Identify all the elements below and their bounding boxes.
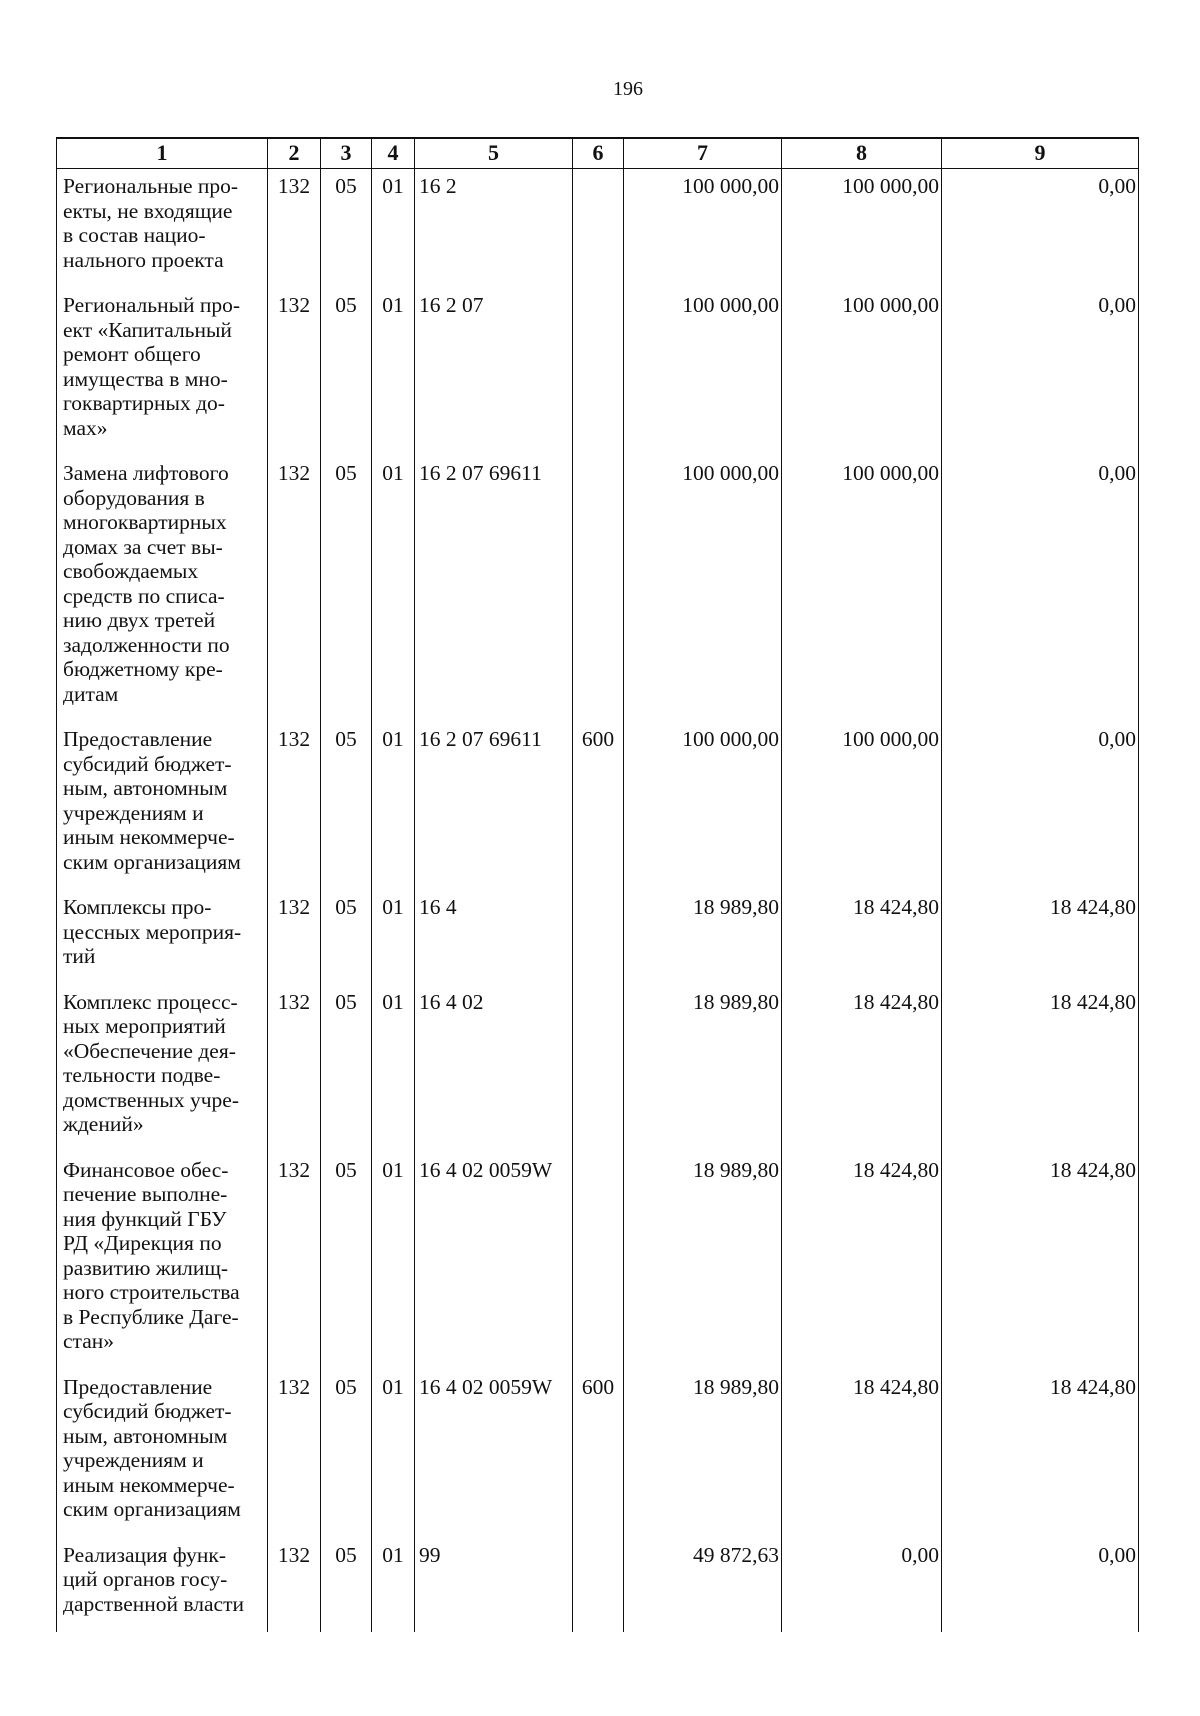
name-line: ским организациям — [63, 849, 241, 874]
cell-col-9: 0,00 — [942, 169, 1139, 289]
cell-col-5: 16 4 — [415, 890, 573, 985]
cell-col-8: 100 000,00 — [782, 722, 942, 890]
cell-col-4: 01 — [372, 985, 415, 1153]
name-line: оборудования в — [63, 485, 205, 510]
page-number: 196 — [613, 78, 643, 100]
cell-col-6 — [573, 288, 624, 456]
cell-col-1 — [57, 985, 268, 1153]
header-col-4: 4 — [372, 138, 415, 169]
cell-col-2: 132 — [268, 890, 321, 985]
cell-col-2: 132 — [268, 456, 321, 722]
name-line: развитию жилищ- — [63, 1255, 229, 1280]
cell-col-6: 600 — [573, 722, 624, 890]
name-line: бюджетному кре- — [63, 657, 223, 681]
name-line: имущества в мно- — [63, 366, 228, 391]
name-line: нального проекта — [63, 247, 224, 272]
name-line: в Республике Даге- — [63, 1304, 239, 1329]
cell-col-7: 18 989,80 — [624, 1153, 782, 1370]
name-line: учреждениям и — [63, 800, 204, 825]
name-line: печение выполне- — [63, 1182, 228, 1206]
cell-col-3: 05 — [321, 890, 372, 985]
name-line: многоквартирных — [63, 510, 227, 534]
table-row — [57, 1153, 1139, 1370]
name-line: ций органов госу- — [63, 1567, 228, 1591]
cell-col-1 — [57, 1153, 268, 1370]
cell-col-5: 16 4 02 0059W — [415, 1153, 573, 1370]
cell-col-3: 05 — [321, 985, 372, 1153]
header-col-6: 6 — [573, 138, 624, 169]
cell-col-7: 100 000,00 — [624, 456, 782, 722]
header-col-2: 2 — [268, 138, 321, 169]
cell-col-8: 100 000,00 — [782, 169, 942, 289]
cell-col-4: 01 — [372, 1370, 415, 1538]
name-line: тельности подве- — [63, 1063, 221, 1087]
cell-col-2: 132 — [268, 722, 321, 890]
cell-col-6 — [573, 456, 624, 722]
header-col-7: 7 — [624, 138, 782, 169]
table-row — [57, 1370, 1139, 1538]
table-row — [57, 169, 1139, 289]
cell-col-3: 05 — [321, 1370, 372, 1538]
name-line: дитам — [63, 681, 119, 706]
cell-col-7: 100 000,00 — [624, 288, 782, 456]
name-line: ным, автономным — [63, 1423, 228, 1448]
name-line: екты, не входящие — [63, 198, 233, 223]
name-line: РД «Дирекция по — [63, 1231, 222, 1255]
name-line: ным, автономным — [63, 776, 228, 800]
name-line: цессных мероприя- — [63, 919, 242, 944]
cell-col-9: 18 424,80 — [942, 985, 1139, 1153]
cell-col-5: 16 2 07 69611 — [415, 456, 573, 722]
header-row — [57, 138, 1139, 169]
cell-col-2: 132 — [268, 169, 321, 289]
cell-col-1 — [57, 456, 268, 722]
cell-col-9: 0,00 — [942, 1538, 1139, 1633]
name-line: Предоставление — [63, 727, 213, 751]
name-line: средств по списа- — [63, 583, 225, 608]
name-line: Комплексы про- — [63, 895, 212, 919]
name-line: ния функций ГБУ — [63, 1206, 227, 1231]
cell-col-6 — [573, 985, 624, 1153]
cell-col-5: 16 2 — [415, 169, 573, 289]
name-line: Региональные про- — [63, 174, 239, 198]
name-line: Предоставление — [63, 1374, 213, 1399]
name-line: «Обеспечение дея- — [63, 1038, 236, 1063]
cell-col-8: 18 424,80 — [782, 985, 942, 1153]
cell-col-7: 18 989,80 — [624, 890, 782, 985]
name-line: в состав нацио- — [63, 223, 206, 247]
cell-col-7: 100 000,00 — [624, 722, 782, 890]
cell-col-4: 01 — [372, 169, 415, 289]
table-row — [57, 722, 1139, 890]
cell-col-4: 01 — [372, 288, 415, 456]
cell-col-9: 0,00 — [942, 456, 1139, 722]
cell-col-6: 600 — [573, 1370, 624, 1538]
name-line: ект «Капитальный — [63, 317, 232, 342]
cell-col-2: 132 — [268, 1153, 321, 1370]
table-row — [57, 985, 1139, 1153]
cell-col-8: 100 000,00 — [782, 456, 942, 722]
name-line: иным некоммерче- — [63, 825, 235, 849]
cell-col-7: 18 989,80 — [624, 1370, 782, 1538]
name-line: Региональный про- — [63, 293, 241, 317]
cell-col-2: 132 — [268, 1538, 321, 1633]
header-col-5: 5 — [415, 138, 573, 169]
cell-col-4: 01 — [372, 722, 415, 890]
cell-col-1 — [57, 890, 268, 985]
cell-col-4: 01 — [372, 890, 415, 985]
name-line: задолженности по — [63, 632, 230, 657]
table-row — [57, 1538, 1139, 1633]
cell-col-9: 18 424,80 — [942, 890, 1139, 985]
cell-col-2: 132 — [268, 1370, 321, 1538]
name-line: Финансовое обес- — [63, 1157, 229, 1182]
cell-col-1 — [57, 1370, 268, 1538]
cell-col-5: 16 2 07 — [415, 288, 573, 456]
cell-col-6 — [573, 1153, 624, 1370]
cell-col-3: 05 — [321, 722, 372, 890]
cell-col-3: 05 — [321, 456, 372, 722]
cell-col-5: 99 — [415, 1538, 573, 1633]
header-col-8: 8 — [782, 138, 942, 169]
cell-col-7: 18 989,80 — [624, 985, 782, 1153]
cell-col-4: 01 — [372, 1538, 415, 1633]
cell-col-8: 0,00 — [782, 1538, 942, 1633]
cell-col-8: 18 424,80 — [782, 1153, 942, 1370]
name-line: Замена лифтового — [63, 461, 229, 485]
name-line: гоквартирных до- — [63, 391, 225, 415]
cell-col-3: 05 — [321, 1538, 372, 1633]
cell-col-9: 0,00 — [942, 288, 1139, 456]
header-col-1: 1 — [57, 138, 268, 169]
budget-table — [56, 137, 1139, 1632]
cell-col-7: 49 872,63 — [624, 1538, 782, 1633]
cell-col-8: 18 424,80 — [782, 1370, 942, 1538]
header-col-3: 3 — [321, 138, 372, 169]
cell-col-5: 16 4 02 — [415, 985, 573, 1153]
cell-col-8: 18 424,80 — [782, 890, 942, 985]
name-line: субсидий бюджет- — [63, 1399, 232, 1423]
cell-col-6 — [573, 169, 624, 289]
table-row — [57, 456, 1139, 722]
cell-col-2: 132 — [268, 985, 321, 1153]
name-line: тий — [63, 944, 96, 968]
cell-col-7: 100 000,00 — [624, 169, 782, 289]
cell-col-4: 01 — [372, 456, 415, 722]
cell-col-4: 01 — [372, 1153, 415, 1370]
cell-col-3: 05 — [321, 1153, 372, 1370]
cell-col-1 — [57, 288, 268, 456]
cell-col-1 — [57, 1538, 268, 1633]
name-line: домах за счет вы- — [63, 534, 223, 559]
name-line: Комплекс процесс- — [63, 989, 238, 1014]
name-line: ским организациям — [63, 1497, 241, 1521]
cell-col-3: 05 — [321, 288, 372, 456]
cell-col-5: 16 2 07 69611 — [415, 722, 573, 890]
header-col-9: 9 — [942, 138, 1139, 169]
cell-col-6 — [573, 1538, 624, 1633]
name-line: ных мероприятий — [63, 1014, 226, 1038]
name-line: иным некоммерче- — [63, 1472, 235, 1497]
name-line: нию двух третей — [63, 608, 216, 632]
name-line: ждений» — [63, 1112, 144, 1136]
cell-col-2: 132 — [268, 288, 321, 456]
name-line: ного строительства — [63, 1280, 240, 1304]
cell-col-1 — [57, 722, 268, 890]
name-line: учреждениям и — [63, 1448, 204, 1472]
name-line: свобождаемых — [63, 559, 199, 583]
name-line: дарственной власти — [63, 1591, 244, 1616]
cell-col-3: 05 — [321, 169, 372, 289]
name-line: мах» — [63, 415, 108, 440]
cell-col-8: 100 000,00 — [782, 288, 942, 456]
table-body — [57, 169, 1139, 1633]
name-line: ремонт общего — [63, 342, 201, 366]
cell-col-9: 18 424,80 — [942, 1370, 1139, 1538]
name-line: Реализация функ- — [63, 1542, 227, 1567]
name-line: домственных учре- — [63, 1087, 239, 1112]
name-line: субсидий бюджет- — [63, 751, 232, 776]
table-row — [57, 288, 1139, 456]
cell-col-5: 16 4 02 0059W — [415, 1370, 573, 1538]
cell-col-1 — [57, 169, 268, 289]
table-row — [57, 890, 1139, 985]
name-line: стан» — [63, 1329, 114, 1353]
cell-col-9: 0,00 — [942, 722, 1139, 890]
cell-col-6 — [573, 890, 624, 985]
cell-col-9: 18 424,80 — [942, 1153, 1139, 1370]
